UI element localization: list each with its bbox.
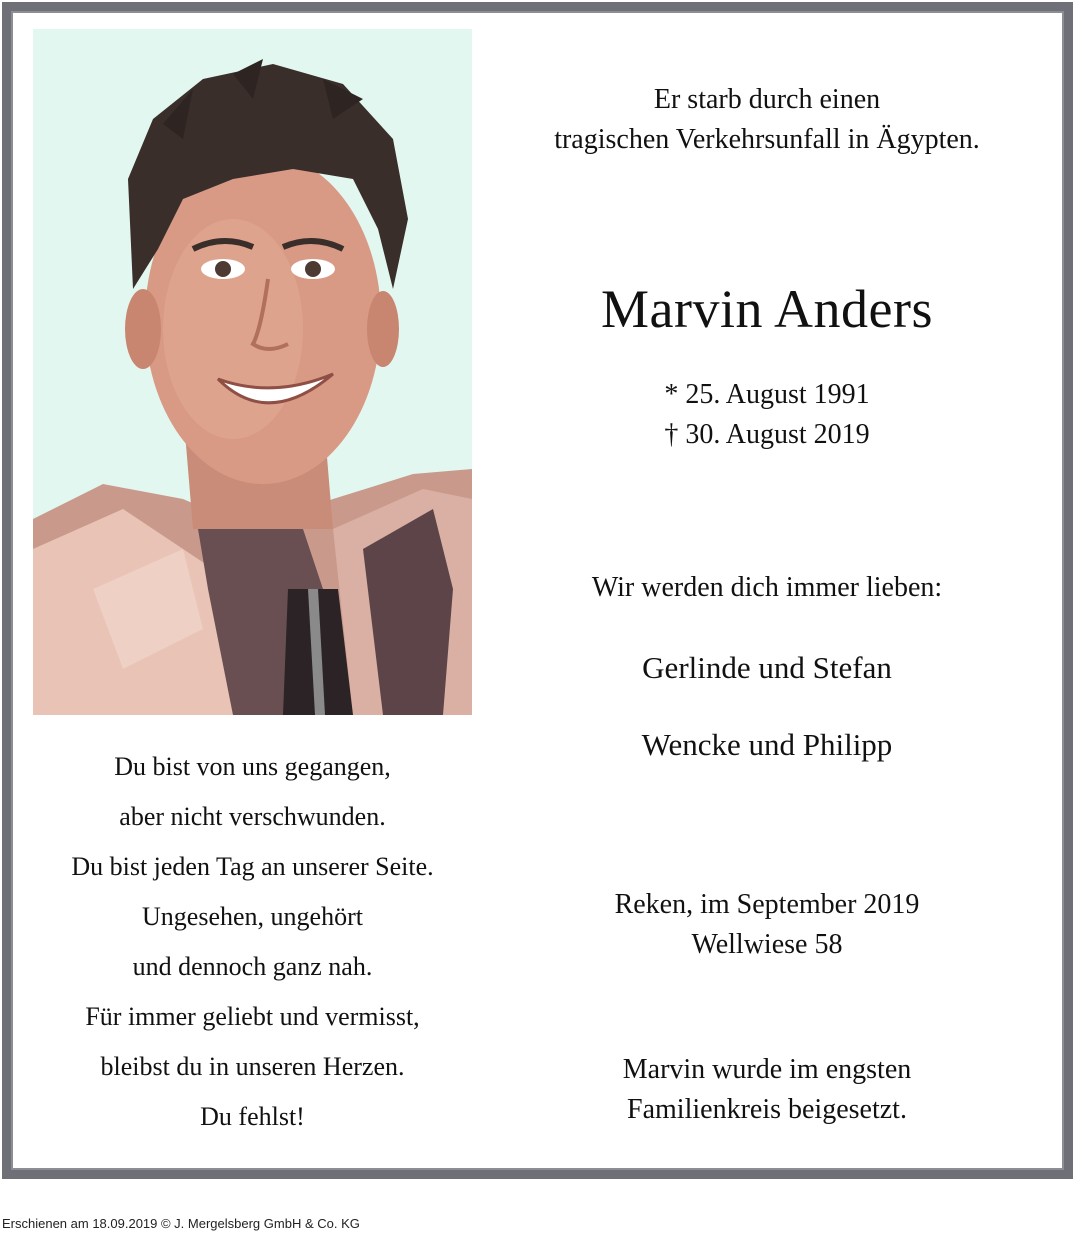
intro-line-2: tragischen Verkehrsunfall in Ägypten. [554,124,980,155]
publication-footer: Erschienen am 18.09.2019 © J. Mergelsberg GmbH & Co. KG [2,1216,360,1231]
mourners-list [472,648,1062,688]
love-line: Wir werden dich immer lieben: [591,572,943,603]
mourner-2: Wencke und Philipp [641,727,893,762]
love-line-block [472,568,1062,608]
deceased-name-block [472,279,1062,339]
intro-line-1: Er starb durch einen [653,84,881,115]
poem-line: bleibst du in unseren Herzen. [100,1052,405,1081]
poem-line: Du bist von uns gegangen, [114,752,391,781]
poem-line: Ungesehen, ungehört [142,902,363,931]
portrait-photo [33,29,472,715]
deceased-name: Marvin Anders [601,279,933,339]
poem-line: Für immer geliebt und vermisst, [85,1002,420,1031]
death-date: † 30. August 2019 [664,419,870,450]
mourner-1: Gerlinde und Stefan [642,650,892,685]
burial-line-1: Marvin wurde im engsten [622,1054,912,1085]
poem [33,742,472,1142]
life-dates [472,375,1062,455]
mourners-list-2 [472,725,1062,765]
place-date: Reken, im September 2019 [614,889,920,920]
poem-line: Du bist jeden Tag an unserer Seite. [71,852,434,881]
poem-line: und dennoch ganz nah. [132,952,373,981]
birth-date: * 25. August 1991 [664,379,870,410]
burial-line-2: Familienkreis beigesetzt. [627,1094,907,1125]
poem-line: Du fehlst! [200,1102,305,1131]
intro-text [472,80,1062,160]
place-address [472,885,1062,965]
burial-note [472,1050,1062,1130]
poem-line: aber nicht verschwunden. [119,802,386,831]
address: Wellwiese 58 [691,929,843,960]
